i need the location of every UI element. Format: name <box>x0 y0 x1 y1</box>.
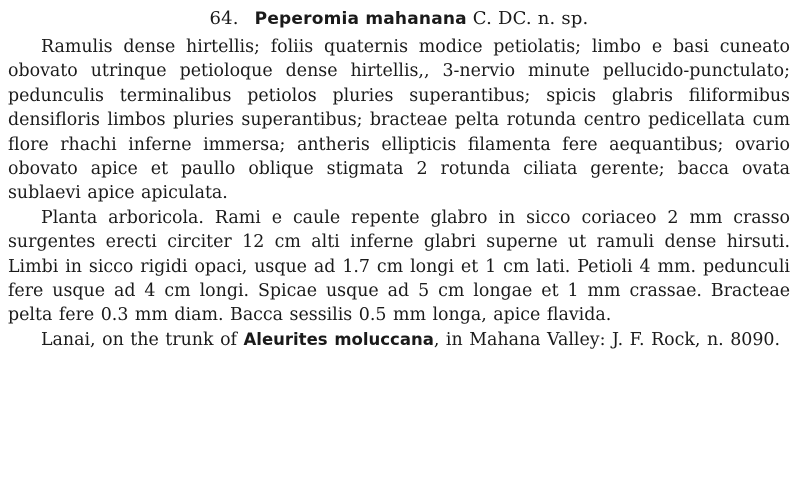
latin-diagnosis-paragraph: Ramulis dense hirtellis; foliis quaternis modice petiolatis; limbo e basi cuneato obovato utrinque petioloque dense hirtellis,, 3-nervio minute pellucido-punctulato; pedunculis terminalibus petiolos pluries superantibus; spicis glabris filiformibus densifloris limbos pluries superantibus; bracteae pelta rotunda centro pedicellata cum flore rhachi inferne immersa; antheris ellipticis filamenta fere aequantibus; ovario obovato apice et paullo oblique stigmata 2 rotunda ciliata gerente; bacca ovata sublaevi apice apiculata. <box>8 37 790 204</box>
locality-after: in Mahana Valley: J. F. Rock, n. 8090. <box>445 329 781 350</box>
species-heading <box>8 7 790 31</box>
description-paragraph: Planta arboricola. Rami e caule repente glabro in sicco coriaceo 2 mm crasso surgentes erecti circiter 12 cm alti inferne glabri superne ut ramuli dense hirsuti. Limbi in sicco rigidi opaci, usque ad 1.7 cm longi et 1 cm lati. Petioli 4 mm. pedunculi fere usque ad 4 cm longi. Spicae usque ad 5 cm longae et 1 mm crassae. Bracteae pelta fere 0.3 mm diam. Bacca sessilis 0.5 mm longa, apice flavida. <box>8 207 790 326</box>
species-author: C. DC. n. sp. <box>472 8 589 29</box>
locality-paragraph: Lanai, on the trunk of Aleurites moluccana, in Mahana Valley: J. F. Rock, n. 8090. <box>41 329 781 350</box>
locality-before: Lanai, on the trunk of <box>41 329 237 350</box>
species-number: 64. <box>209 8 239 29</box>
species-name: Peperomia mahanana <box>254 9 467 29</box>
host-plant-name: Aleurites moluccana <box>243 329 434 349</box>
